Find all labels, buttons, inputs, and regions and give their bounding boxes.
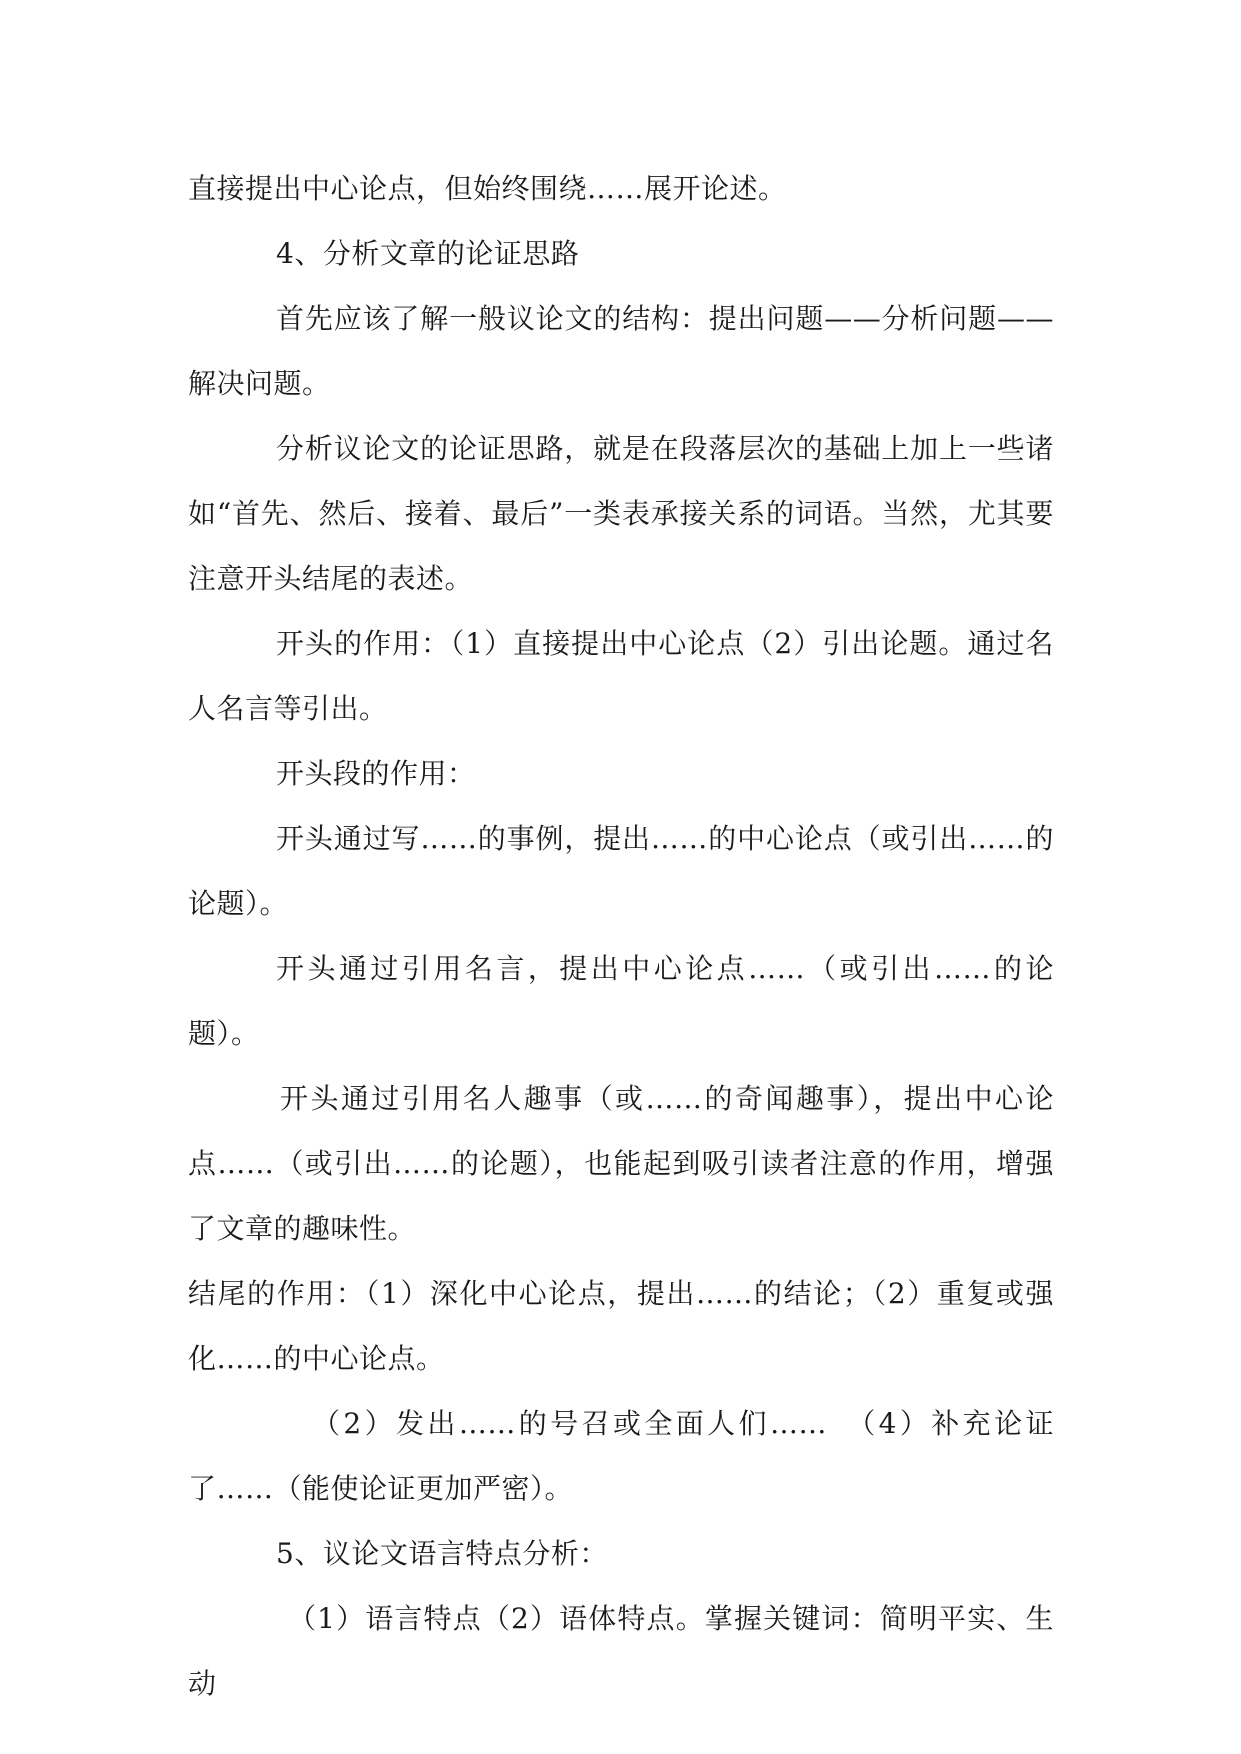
- document-body: [188, 156, 1054, 1716]
- paragraph-opening-anecdote: 开头通过引用名人趣事（或……的奇闻趣事），提出中心论点……（或引出……的论题），也能起到吸引读者注意的作用，增强了文章的趣味性。: [188, 1082, 1054, 1245]
- paragraph-ending-function: 结尾的作用：（1）深化中心论点，提出……的结论；（2）重复或强化……的中心论点。: [188, 1277, 1054, 1375]
- paragraph-opening-function: 开头的作用：（1）直接提出中心论点（2）引出论题。通过名人名言等引出。: [188, 627, 1054, 725]
- paragraph-language-features: （1）语言特点（2）语体特点。掌握关键词：简明平实、生动: [188, 1602, 1054, 1700]
- paragraph-structure: 首先应该了解一般议论文的结构：提出问题——分析问题——解决问题。: [188, 302, 1054, 400]
- paragraph-argument-logic: 分析议论文的论证思路，就是在段落层次的基础上加上一些诸如“首先、然后、接着、最后”一类表承接关系的词语。当然，尤其要注意开头结尾的表述。: [188, 432, 1054, 595]
- paragraph-opening-section: 开头段的作用：: [276, 757, 476, 790]
- paragraph-continuation: 直接提出中心论点，但始终围绕……展开论述。: [188, 172, 787, 205]
- paragraph-ending-call: （2）发出……的号召或全面人们…… （4）补充论证了……（能使论证更加严密）。: [188, 1407, 1054, 1505]
- paragraph-opening-example: 开头通过写……的事例，提出……的中心论点（或引出……的论题）。: [188, 822, 1054, 920]
- paragraph-opening-quote: 开头通过引用名言，提出中心论点……（或引出……的论题）。: [188, 952, 1054, 1050]
- section-heading-4: 4、分析文章的论证思路: [276, 237, 580, 270]
- section-heading-5: 5、议论文语言特点分析：: [276, 1537, 608, 1570]
